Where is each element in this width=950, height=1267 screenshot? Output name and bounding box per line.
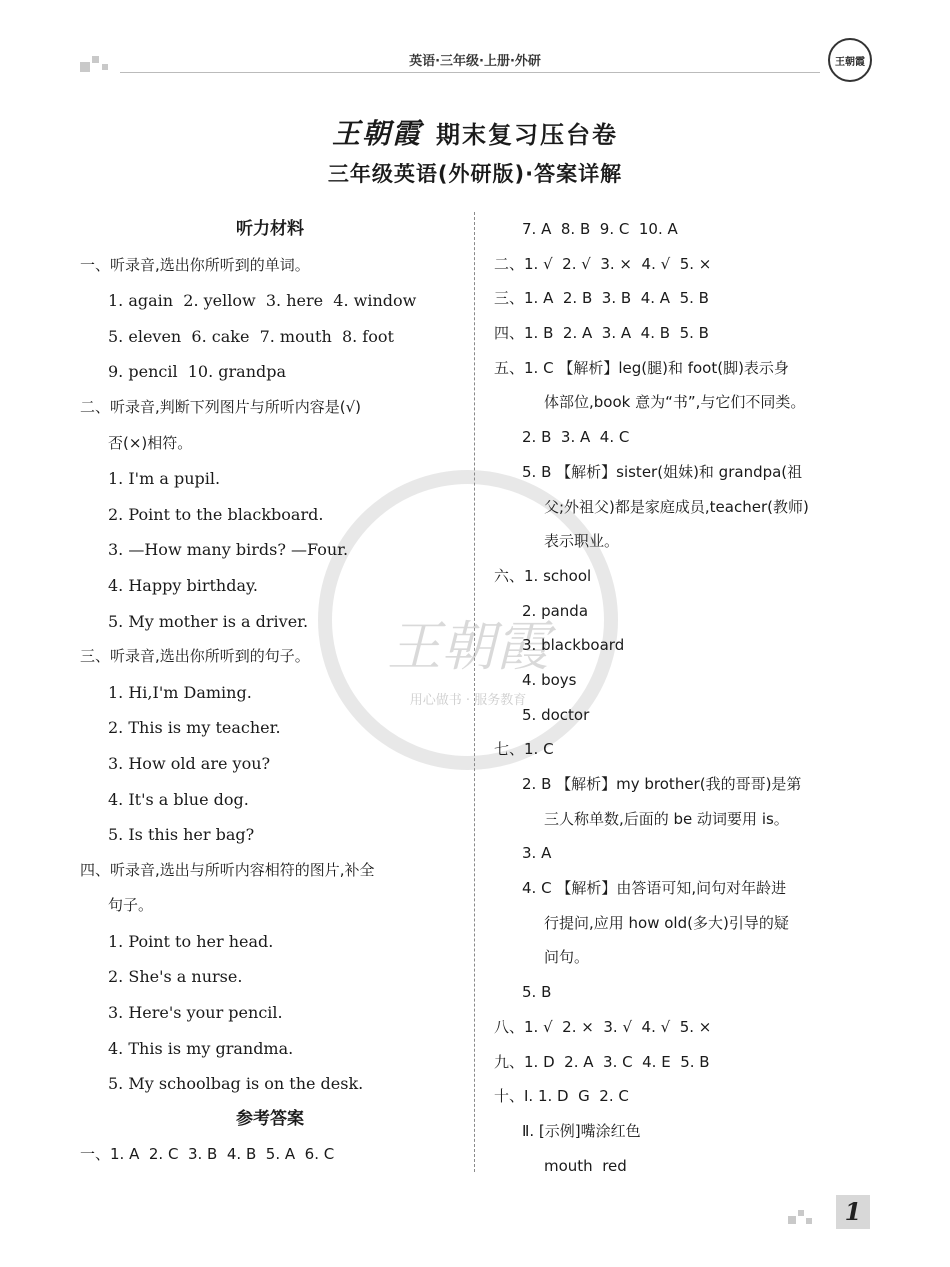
page-subtitle: 三年级英语(外研版)·答案详解 bbox=[327, 162, 623, 186]
title-main: 期末复习压台卷 bbox=[436, 121, 618, 149]
answer-line: 九、1. D 2. A 3. C 4. E 5. B bbox=[494, 1052, 710, 1071]
list-item: 2. She's a nurse. bbox=[108, 967, 243, 987]
answer-line: 四、1. B 2. A 3. A 4. B 5. B bbox=[494, 324, 709, 343]
answer-line: mouth red bbox=[544, 1156, 627, 1175]
watermark-text: 王朝霞 bbox=[387, 615, 549, 678]
list-item: 5. Is this her bag? bbox=[108, 825, 255, 845]
answer-line: 5. doctor bbox=[522, 705, 590, 724]
answer-line: 五、1. C 【解析】leg(腿)和 foot(脚)表示身 bbox=[494, 358, 789, 377]
answer-line: 3. blackboard bbox=[522, 636, 625, 655]
list-item: 1. Point to her head. bbox=[108, 931, 274, 951]
answer-line: 三人称单数,后面的 be 动词要用 is。 bbox=[544, 809, 789, 828]
list-item: 5. My mother is a driver. bbox=[108, 611, 309, 631]
answer-line: Ⅱ. [示例]嘴涂红色 bbox=[522, 1121, 641, 1140]
list-item: 4. It's a blue dog. bbox=[108, 789, 249, 809]
seal-text: 王朝霞 bbox=[835, 56, 865, 68]
section-heading: 二、听录音,判断下列图片与所听内容是(√) bbox=[80, 397, 362, 416]
list-item: 2. Point to the blackboard. bbox=[108, 504, 324, 524]
list-item: 4. Happy birthday. bbox=[108, 575, 258, 595]
answer-line: 行提问,应用 how old(多大)引导的疑 bbox=[544, 913, 789, 932]
list-item: 1. I'm a pupil. bbox=[108, 469, 221, 489]
header-rule bbox=[120, 72, 820, 73]
right-column bbox=[494, 212, 874, 1183]
list-item: 5. My schoolbag is on the desk. bbox=[108, 1074, 364, 1094]
column-divider bbox=[474, 212, 475, 1172]
list-item: 3. Here's your pencil. bbox=[108, 1003, 283, 1023]
list-item: 3. —How many birds? —Four. bbox=[108, 540, 349, 560]
page-title bbox=[0, 112, 950, 152]
answer-line: 3. A bbox=[522, 844, 552, 863]
answer-line: 4. C 【解析】由答语可知,问句对年龄进 bbox=[522, 879, 787, 898]
left-column bbox=[80, 212, 460, 1173]
list-item: 1. Hi,I'm Daming. bbox=[108, 682, 252, 702]
answer-line: 七、1. C bbox=[494, 740, 554, 759]
answer-line: 三、1. A 2. B 3. B 4. A 5. B bbox=[494, 289, 709, 308]
footer-decoration bbox=[788, 1208, 828, 1228]
list-item: 3. How old are you? bbox=[108, 753, 271, 773]
watermark-subtext: 用心做书 · 服务教育 bbox=[409, 693, 527, 708]
list-item: 2. This is my teacher. bbox=[108, 718, 281, 738]
section-heading: 一、听录音,选出你所听到的单词。 bbox=[80, 255, 310, 274]
list-item: 1. again 2. yellow 3. here 4. window bbox=[108, 291, 417, 311]
brand-seal-logo bbox=[828, 38, 872, 82]
section-heading: 四、听录音,选出与所听内容相符的图片,补全 bbox=[80, 860, 375, 879]
answer-line: 5. B bbox=[522, 983, 552, 1002]
answer-line: 2. panda bbox=[522, 601, 589, 620]
section-heading: 三、听录音,选出你所听到的句子。 bbox=[80, 647, 310, 666]
running-header: 英语·三年级·上册·外研 bbox=[409, 54, 541, 69]
header-decoration bbox=[80, 52, 120, 74]
answer-line: 4. boys bbox=[522, 670, 577, 689]
section-heading-continued: 句子。 bbox=[108, 896, 154, 915]
list-item: 5. eleven 6. cake 7. mouth 8. foot bbox=[108, 326, 394, 346]
answer-line: 十、Ⅰ. 1. D G 2. C bbox=[494, 1087, 629, 1106]
answer-line: 2. B 【解析】my brother(我的哥哥)是第 bbox=[522, 775, 802, 793]
answer-line: 八、1. √ 2. × 3. √ 4. √ 5. × bbox=[494, 1017, 712, 1036]
brand-logo-text: 王朝霞 bbox=[331, 117, 422, 150]
listening-title: 听力材料 bbox=[236, 219, 304, 239]
section-heading-continued: 否(×)相符。 bbox=[108, 433, 193, 452]
answer-line: 二、1. √ 2. √ 3. × 4. √ 5. × bbox=[494, 254, 712, 273]
answer-line: 一、1. A 2. C 3. B 4. B 5. A 6. C bbox=[80, 1145, 335, 1164]
answer-line: 问句。 bbox=[544, 948, 590, 967]
answer-line: 体部位,book 意为“书”,与它们不同类。 bbox=[544, 393, 806, 412]
answers-title: 参考答案 bbox=[236, 1108, 304, 1129]
answer-line: 六、1. school bbox=[494, 566, 592, 585]
list-item: 4. This is my grandma. bbox=[108, 1038, 294, 1058]
answer-line: 表示职业。 bbox=[544, 532, 620, 551]
answer-line: 2. B 3. A 4. C bbox=[522, 428, 630, 447]
answer-line: 7. A 8. B 9. C 10. A bbox=[522, 220, 678, 238]
answer-line: 5. B 【解析】sister(姐妹)和 grandpa(祖 bbox=[522, 462, 803, 481]
answer-line: 父;外祖父)都是家庭成员,teacher(教师) bbox=[544, 497, 809, 516]
page-number: 1 bbox=[836, 1195, 870, 1229]
list-item: 9. pencil 10. grandpa bbox=[108, 362, 287, 382]
